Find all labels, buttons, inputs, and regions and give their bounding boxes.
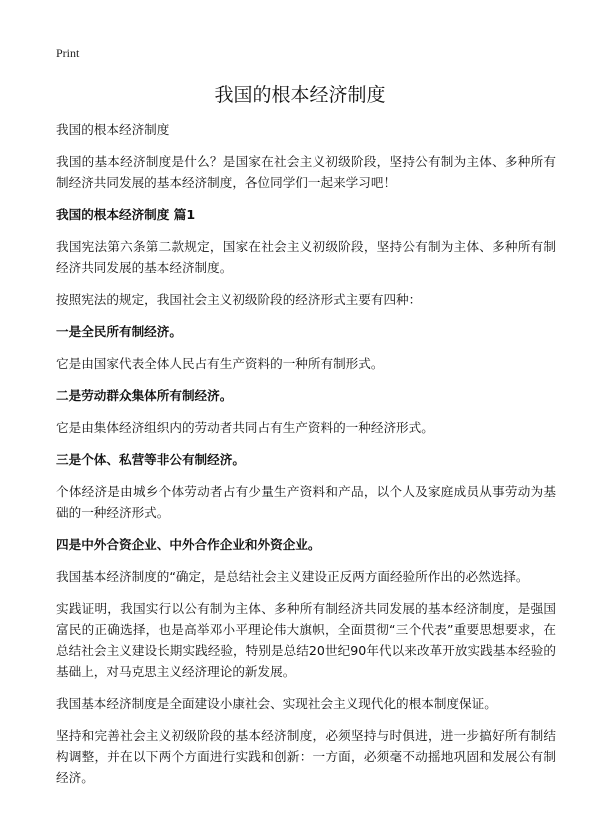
paragraph: 个体经济是由城乡个体劳动者占有少量生产资料和产品，以个人及家庭成员从事劳动为基础的一种经济形式。 xyxy=(56,484,556,520)
intro-label: 我国的根本经济制度 xyxy=(56,122,170,137)
page-title: 我国的根本经济制度 xyxy=(214,84,386,106)
paragraph: 它是由国家代表全体人民占有生产资料的一种所有制形式。 xyxy=(56,356,384,371)
paragraph: 坚持和完善社会主义初级阶段的基本经济制度，必须坚持与时俱进，进一步搞好所有制结构调整，并在以下两个方面进行实践和创新：一方面，必须毫不动摇地巩固和发展公有制经济。 xyxy=(56,728,556,785)
paragraph: 我国宪法第六条第二款规定，国家在社会主义初级阶段，坚持公有制为主体、多种所有制经济共同发展的基本经济制度。 xyxy=(56,239,556,275)
subheading: 三是个体、私营等非公有制经济。 xyxy=(56,452,245,467)
subheading: 一是全民所有制经济。 xyxy=(56,324,182,339)
subheading: 二是劳动群众集体所有制经济。 xyxy=(56,388,233,403)
paragraph: 按照宪法的规定，我国社会主义初级阶段的经济形式主要有四种： xyxy=(56,292,422,307)
paragraph: 它是由集体经济组织内的劳动者共同占有生产资料的一种经济形式。 xyxy=(56,420,434,435)
intro-paragraph: 我国的基本经济制度是什么？是国家在社会主义初级阶段，坚持公有制为主体、多种所有制经济共同发展的基本经济制度，各位同学们一起来学习吧！ xyxy=(56,154,556,190)
paragraph: 我国基本经济制度的“确定，是总结社会主义建设正反两方面经验所作出的必然选择。 xyxy=(56,569,529,584)
paragraph: 我国基本经济制度是全面建设小康社会、实现社会主义现代化的根本制度保证。 xyxy=(56,696,497,711)
document-body xyxy=(56,119,556,799)
section-heading: 我国的根本经济制度 篇1 xyxy=(56,207,196,222)
paragraph: 实践证明，我国实行以公有制为主体、多种所有制经济共同发展的基本经济制度，是强国富民的正确选择，也是高举邓小平理论伟大旗帜，全面贯彻“三个代表”重要思想要求，在总结社会主义建设长期实践经验，特别是总结20世纪90年代以来改革开放实践基本经验的基础上，对马克思主义经济理论的新发展。 xyxy=(56,601,556,679)
print-label: Print xyxy=(56,46,80,60)
subheading: 四是中外合资企业、中外合作企业和外资企业。 xyxy=(56,537,321,552)
